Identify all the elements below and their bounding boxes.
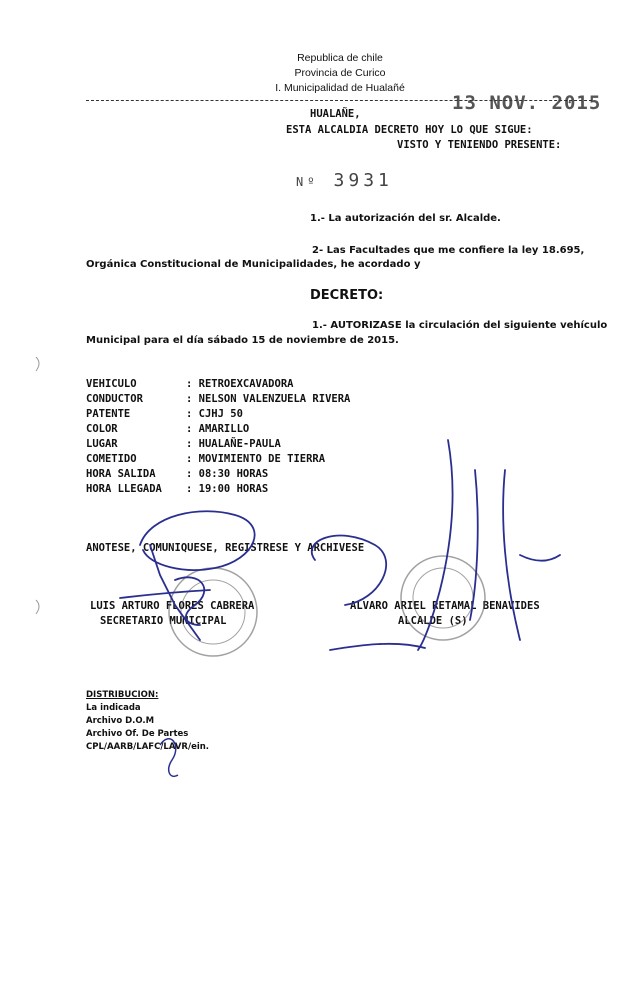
distribution-item: Archivo D.O.M [86, 716, 155, 726]
detail-label: CONDUCTOR [86, 393, 143, 405]
decree-number-value: 3931 [333, 170, 393, 191]
distribution-title: DISTRIBUCION: [86, 690, 159, 700]
intro-line2: VISTO Y TENIENDO PRESENTE: [397, 139, 562, 151]
consideration-2-line1: 2- Las Facultades que me confiere la ley 18.695, [312, 245, 585, 256]
detail-label: LUGAR [86, 438, 118, 450]
intro-line1: ESTA ALCALDIA DECRETO HOY LO QUE SIGUE: [286, 124, 533, 136]
left-seal [169, 568, 257, 656]
intro-place: HUALAÑE, [310, 108, 361, 120]
decree-number-prefix: Nº [296, 175, 319, 189]
detail-value: : 19:00 HORAS [186, 483, 269, 495]
detail-value: : RETROEXCAVADORA [186, 378, 294, 390]
detail-label: COMETIDO [86, 453, 137, 465]
decree-number [296, 170, 393, 191]
header-municipalidad: I. Municipalidad de Hualañé [275, 82, 405, 94]
detail-value: : CJHJ 50 [186, 408, 243, 420]
detail-value: : HUALAÑE-PAULA [186, 438, 281, 450]
resolution-prefix: 1.- [312, 320, 331, 331]
left-signatory-name: LUIS ARTURO FLORES CABRERA [90, 600, 255, 612]
header-divider [86, 100, 592, 101]
detail-value: : AMARILLO [186, 423, 250, 435]
binder-hole-mark [36, 357, 39, 371]
date-stamp: 13 NOV. 2015 [452, 92, 602, 114]
resolution-text: la circulación del siguiente vehículo [401, 320, 608, 331]
detail-label: HORA LLEGADA [86, 483, 162, 495]
decreto-title: DECRETO: [310, 288, 384, 303]
detail-value: : MOVIMIENTO DE TIERRA [186, 453, 326, 465]
detail-label: COLOR [86, 423, 118, 435]
right-signatory-name: ALVARO ARIEL RETAMAL BENAVIDES [350, 600, 540, 612]
right-signatory-title: ALCALDE (S) [398, 615, 468, 627]
resolution-keyword: AUTORIZASE [330, 320, 402, 331]
right-seal [401, 556, 485, 640]
resolution-line2: Municipal para el día sábado 15 de noviembre de 2015. [86, 335, 399, 346]
distribution-item: Archivo Of. De Partes [86, 729, 189, 739]
detail-label: HORA SALIDA [86, 468, 156, 480]
closing-statement: ANOTESE, COMUNIQUESE, REGISTRESE Y ARCHIVESE [86, 542, 365, 554]
header-republica: Republica de chile [297, 52, 383, 64]
detail-label: PATENTE [86, 408, 131, 420]
consideration-1: 1.- La autorización del sr. Alcalde. [310, 213, 501, 224]
left-signatory-title: SECRETARIO MUNICIPAL [100, 615, 227, 627]
header-provincia: Provincia de Curico [294, 67, 386, 79]
binder-hole-mark [36, 600, 39, 614]
consideration-2-line2: Orgánica Constitucional de Municipalidades, he acordado y [86, 259, 421, 270]
resolution-line1 [312, 320, 607, 331]
detail-value: : NELSON VALENZUELA RIVERA [186, 393, 351, 405]
detail-value: : 08:30 HORAS [186, 468, 269, 480]
detail-label: VEHICULO [86, 378, 137, 390]
distribution-item: CPL/AARB/LAFC/LAVR/ein. [86, 742, 210, 752]
distribution-item: La indicada [86, 703, 141, 713]
